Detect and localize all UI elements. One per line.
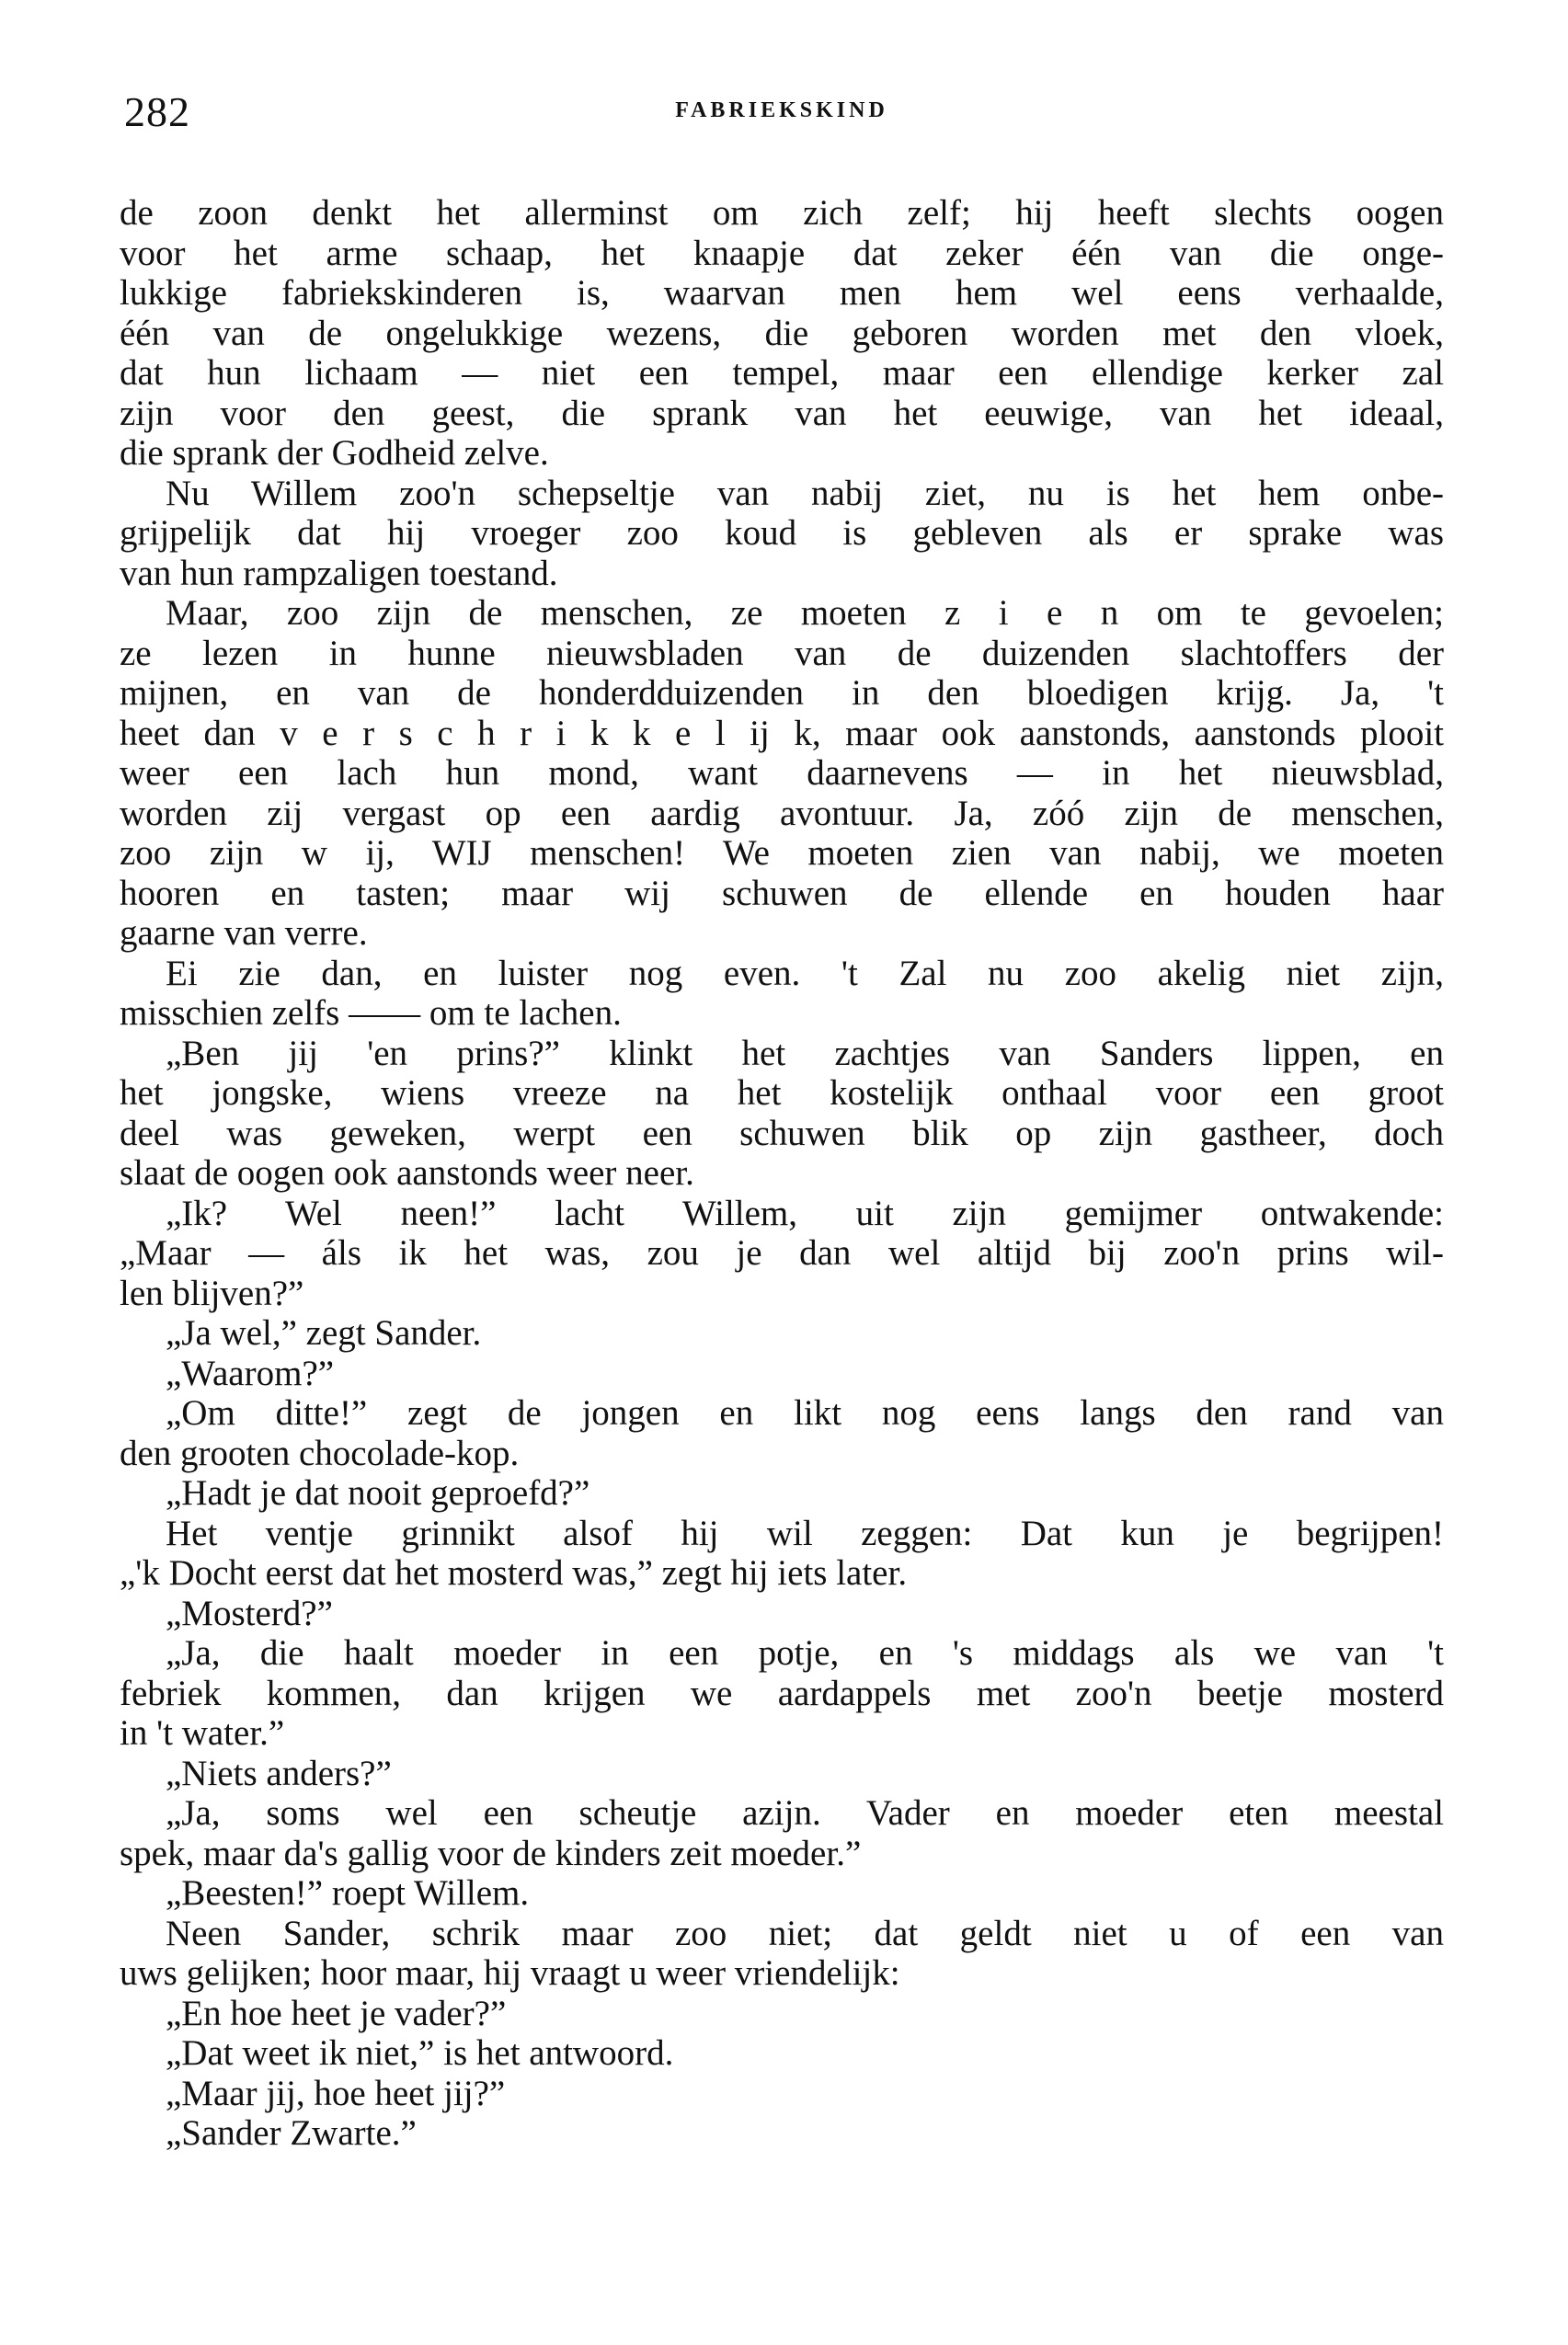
- text-line: „Mosterd?”: [166, 1593, 333, 1633]
- running-title: FABRIEKSKIND: [675, 98, 888, 122]
- text-line: Maar, zoo zijn de menschen, ze moeten z i e n om te gevoelen;: [166, 593, 1444, 633]
- page-number: 282: [124, 88, 190, 135]
- text-line: gaarne van verre.: [120, 913, 368, 953]
- text-line: „En hoe heet je vader?”: [166, 1993, 507, 2033]
- text-line: lukkige fabriekskinderen is, waarvan men hem wel eens verhaalde,: [120, 273, 1444, 313]
- text-line: len blijven?”: [120, 1273, 304, 1313]
- text-line: in 't water.”: [120, 1713, 285, 1753]
- text-line: „Dat weet ik niet,” is het antwoord.: [166, 2033, 674, 2073]
- text-line: Neen Sander, schrik maar zoo niet; dat geldt niet u of een van: [166, 1913, 1444, 1953]
- text-line: die sprank der Godheid zelve.: [120, 433, 549, 473]
- text-line: Het ventje grinnikt alsof hij wil zeggen: Dat kun je begrijpen!: [166, 1513, 1444, 1553]
- text-line: weer een lach hun mond, want daarnevens — in het nieuwsblad,: [120, 753, 1444, 793]
- text-line: dat hun lichaam — niet een tempel, maar een ellendige kerker zal: [120, 353, 1444, 393]
- text-line: „Ja, die haalt moeder in een potje, en 's middags als we van 't: [166, 1633, 1444, 1673]
- text-line: „Ja, soms wel een scheutje azijn. Vader en moeder eten meestal: [166, 1793, 1444, 1833]
- text-line: voor het arme schaap, het knaapje dat zeker één van die onge-: [120, 233, 1444, 273]
- text-line: grijpelijk dat hij vroeger zoo koud is gebleven als er sprake was: [120, 513, 1444, 553]
- text-line: „Sander Zwarte.”: [166, 2113, 417, 2153]
- page-header: [124, 87, 1439, 143]
- text-line: febriek kommen, dan krijgen we aardappels met zoo'n beetje mosterd: [120, 1673, 1444, 1713]
- text-line: de zoon denkt het allerminst om zich zelf; hij heeft slechts oogen: [120, 193, 1444, 233]
- text-line: zijn voor den geest, die sprank van het eeuwige, van het ideaal,: [120, 393, 1444, 433]
- text-line: „Maar jij, hoe heet jij?”: [166, 2073, 506, 2113]
- text-line: Nu Willem zoo'n schepseltje van nabij ziet, nu is het hem onbe-: [166, 473, 1444, 513]
- text-line: heet dan v e r s c h r i k k e l ij k, maar ook aanstonds, aanstonds plooit: [120, 713, 1444, 753]
- text-line: het jongske, wiens vreeze na het kostelijk onthaal voor een groot: [120, 1073, 1444, 1113]
- text-line: „Ja wel,” zegt Sander.: [166, 1313, 482, 1353]
- text-line: deel was geweken, werpt een schuwen blik op zijn gastheer, doch: [120, 1113, 1444, 1153]
- text-line: zoo zijn w ij, WIJ menschen! We moeten zien van nabij, we moeten: [120, 833, 1444, 873]
- text-line: Ei zie dan, en luister nog even. 't Zal nu zoo akelig niet zijn,: [166, 953, 1444, 993]
- text-line: „Beesten!” roept Willem.: [166, 1873, 530, 1913]
- text-line: slaat de oogen ook aanstonds weer neer.: [120, 1153, 694, 1193]
- text-line: mijnen, en van de honderdduizenden in den bloedigen krijg. Ja, 't: [120, 673, 1444, 713]
- text-line: „Hadt je dat nooit geproefd?”: [166, 1473, 590, 1513]
- text-line: „Om ditte!” zegt de jongen en likt nog eens langs den rand van: [166, 1393, 1444, 1433]
- text-line: spek, maar da's gallig voor de kinders zeit moeder.”: [120, 1833, 862, 1873]
- text-line: „Ben jij 'en prins?” klinkt het zachtjes van Sanders lippen, en: [166, 1033, 1444, 1073]
- text-line: hooren en tasten; maar wij schuwen de ellende en houden haar: [120, 873, 1444, 913]
- text-line: worden zij vergast op een aardig avontuur. Ja, zóó zijn de menschen,: [120, 793, 1444, 833]
- text-line: „'k Docht eerst dat het mosterd was,” zegt hij iets later.: [120, 1553, 908, 1593]
- text-line: „Ik? Wel neen!” lacht Willem, uit zijn gemijmer ontwakende:: [166, 1193, 1444, 1233]
- body-text: [120, 193, 1444, 2154]
- text-line: ze lezen in hunne nieuwsbladen van de duizenden slachtoffers der: [120, 633, 1444, 673]
- text-line: van hun rampzaligen toestand.: [120, 553, 558, 593]
- text-line: den grooten chocolade-kop.: [120, 1433, 520, 1473]
- text-line: één van de ongelukkige wezens, die geboren worden met den vloek,: [120, 313, 1444, 353]
- text-line: „Maar — áls ik het was, zou je dan wel altijd bij zoo'n prins wil-: [120, 1233, 1444, 1273]
- text-line: uws gelijken; hoor maar, hij vraagt u weer vriendelijk:: [120, 1953, 900, 1993]
- text-line: misschien zelfs —— om te lachen.: [120, 993, 622, 1033]
- text-line: „Waarom?”: [166, 1353, 335, 1393]
- text-line: „Niets anders?”: [166, 1753, 392, 1793]
